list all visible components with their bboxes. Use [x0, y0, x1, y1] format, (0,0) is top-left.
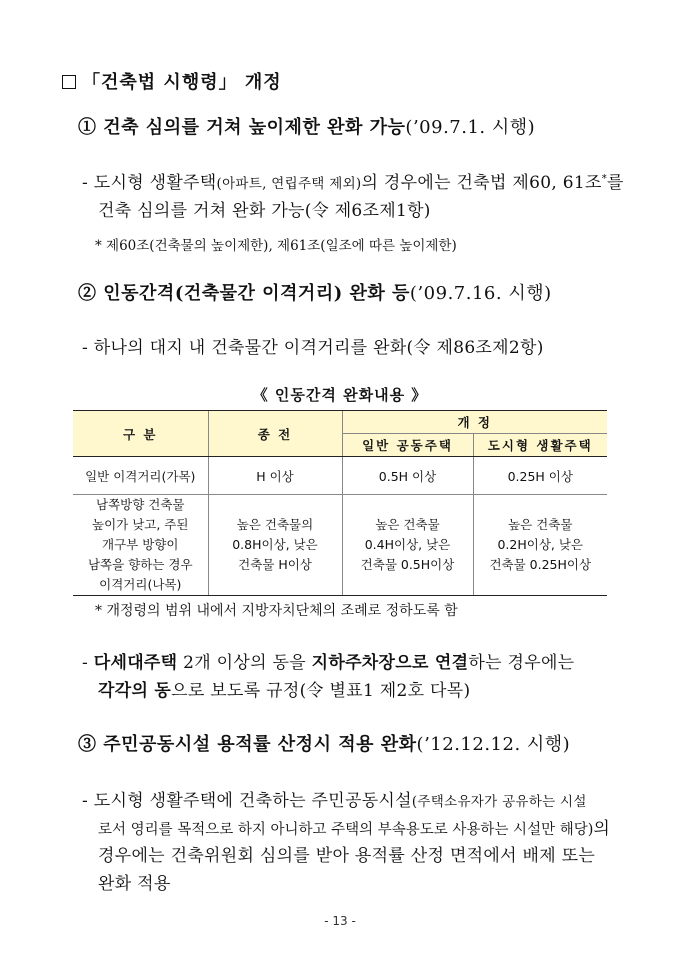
cell-urban: 0.25H 이상: [473, 457, 607, 495]
item1-footnote: * 제60조(건축물의 높이제한), 제61조(일조에 따른 높이제한): [95, 238, 457, 254]
item3-line3: 경우에는 건축위원회 심의를 받아 용적률 산정 면적에서 배제 또는: [98, 846, 596, 866]
table-footnote: * 개정령의 범위 내에서 지방자치단체의 조례로 정하도록 함: [95, 603, 458, 619]
header-urban-housing: 도시형 생활주택: [473, 434, 607, 457]
cell-before: H 이상: [208, 457, 342, 495]
cell-category: 남쪽방향 건축물 높이가 낮고, 주된 개구부 방향이 남쪽을 향하는 경우 이격거리(나목): [73, 495, 208, 596]
item1-heading: ① 건축 심의를 거쳐 높이제한 완화 가능(’09.7.1. 시행): [78, 117, 536, 138]
item2-bullet2-line1: - 다세대주택 2개 이상의 동을 지하주차장으로 연결하는 경우에는: [82, 653, 575, 673]
header-general-housing: 일반 공동주택: [342, 434, 473, 457]
item1-bullet-line2: 건축 심의를 거쳐 완화 가능(令 제6조제1항): [98, 201, 431, 221]
item3-heading: ③ 주민공동시설 용적률 산정시 적용 완화(’12.12.12. 시행): [78, 734, 571, 755]
section-title: 「건축법 시행령」 개정: [62, 68, 282, 94]
header-revised: 개 정: [342, 411, 607, 434]
cell-urban: 높은 건축물 0.2H이상, 낮은 건축물 0.25H이상: [473, 495, 607, 596]
item3-line1: - 도시형 생활주택에 건축하는 주민공동시설(주택소유자가 공유하는 시설: [82, 791, 587, 811]
table-row: [73, 457, 607, 495]
item3-line4: 완화 적용: [98, 874, 171, 894]
cell-before: 높은 건축물의 0.8H이상, 낮은 건축물 H이상: [208, 495, 342, 596]
item2-heading: ② 인동간격(건축물간 이격거리) 완화 등(’09.7.16. 시행): [78, 283, 552, 304]
cell-general: 0.5H 이상: [342, 457, 473, 495]
page-number: - 13 -: [324, 914, 356, 928]
header-before: 종 전: [208, 411, 342, 457]
item3-line2: 로서 영리를 목적으로 하지 아니하고 주택의 부속용도로 사용하는 시설만 해당)의: [98, 819, 610, 839]
checkbox-square-icon: [62, 75, 76, 89]
item2-bullet: - 하나의 대지 내 건축물간 이격거리를 완화(令 제86조제2항): [82, 338, 544, 358]
item2-bullet2-line2: 각각의 동으로 보도록 규정(令 별표1 제2호 다목): [98, 681, 471, 701]
cell-category: 일반 이격거리(가목): [73, 457, 208, 495]
setback-comparison-table: [73, 410, 607, 596]
table-title: 《 인동간격 완화내용 》: [252, 386, 428, 404]
header-category: 구 분: [73, 411, 208, 457]
cell-general: 높은 건축물 0.4H이상, 낮은 건축물 0.5H이상: [342, 495, 473, 596]
table-row: [73, 495, 607, 596]
item1-bullet-line1: - 도시형 생활주택(아파트, 연립주택 제외)의 경우에는 건축법 제60, 61조*를: [82, 173, 624, 193]
